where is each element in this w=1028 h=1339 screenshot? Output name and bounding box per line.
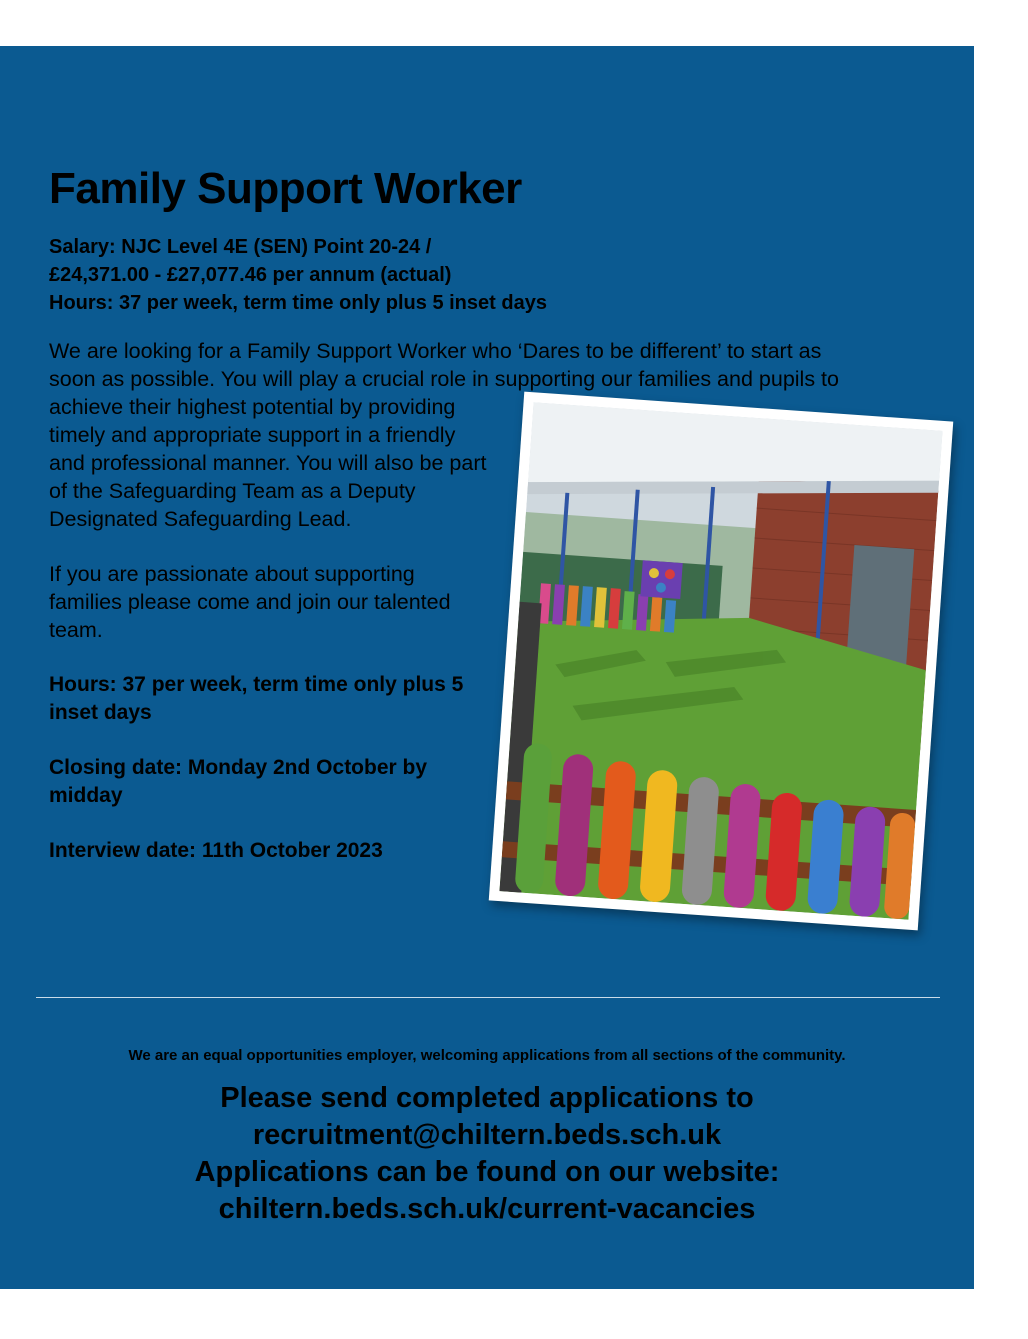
intro-line: We are looking for a Family Support Worker who ‘Dares to be different’ to start as	[49, 339, 822, 363]
intro-line: soon as possible. You will play a crucial role in supporting our families and pupils to	[49, 367, 839, 391]
cta-line: Please send completed applications to	[220, 1082, 754, 1114]
salary-line-1: Salary: NJC Level 4E (SEN) Point 20-24 /	[49, 236, 432, 258]
playground-illustration	[499, 402, 942, 919]
hours-detail: Hours: 37 per week, term time only plus 5	[49, 673, 464, 696]
hours-summary: Hours: 37 per week, term time only plus 5 inset days	[49, 292, 547, 314]
intro-line: achieve their highest potential by providing	[49, 395, 456, 419]
passion-line: team.	[49, 618, 103, 642]
closing-date: Closing date: Monday 2nd October by	[49, 756, 428, 779]
closing-date: midday	[49, 784, 123, 807]
vacancies-url[interactable]: chiltern.beds.sch.uk/current-vacancies	[218, 1193, 756, 1225]
intro-line: and professional manner. You will also be part	[49, 451, 487, 475]
intro-line: of the Safeguarding Team as a Deputy	[49, 479, 416, 503]
passion-line: If you are passionate about supporting	[49, 562, 415, 586]
divider	[36, 997, 940, 998]
salary-line-2: £24,371.00 - £27,077.46 per annum (actual)	[49, 264, 452, 286]
equal-opportunities-statement: We are an equal opportunities employer, welcoming applications from all sections of the community.	[128, 1047, 846, 1064]
interview-date: Interview date: 11th October 2023	[49, 839, 383, 862]
page-title: Family Support Worker	[49, 164, 522, 213]
cta-line: Applications can be found on our website:	[194, 1156, 780, 1188]
recruitment-email[interactable]: recruitment@chiltern.beds.sch.uk	[252, 1119, 722, 1151]
passion-line: families please come and join our talented	[49, 590, 451, 614]
hours-detail: inset days	[49, 701, 152, 724]
intro-line: timely and appropriate support in a friendly	[49, 423, 456, 447]
playground-photo	[489, 392, 954, 931]
intro-line: Designated Safeguarding Lead.	[49, 507, 352, 531]
